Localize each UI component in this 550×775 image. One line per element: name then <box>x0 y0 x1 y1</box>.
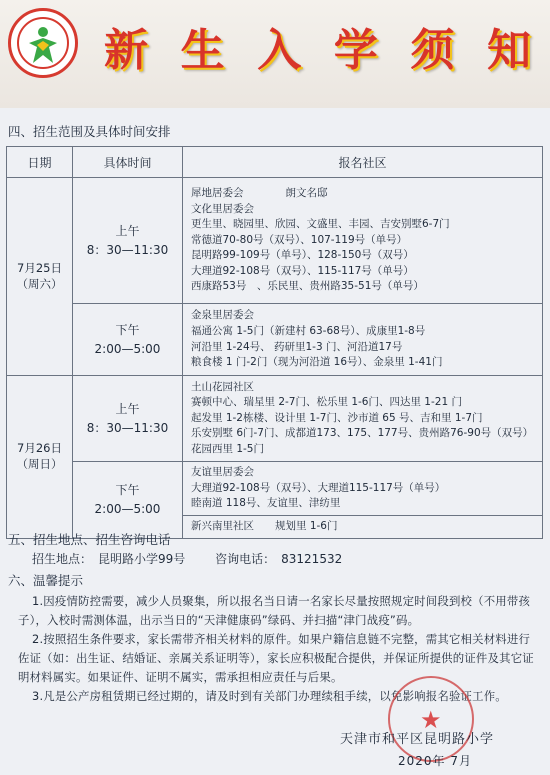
banner <box>0 0 550 108</box>
place-label: 招生地点： <box>32 552 93 566</box>
date-cell <box>7 178 73 376</box>
area-line: 常德道70-80号（双号）、107-119号（单号） <box>191 233 408 246</box>
area-line: 文化里居委会 <box>191 202 254 215</box>
area-cell <box>183 304 543 376</box>
area-line: 睦南道 118号、友谊里、津纺里 <box>191 497 341 510</box>
note-2: 2.按照招生条件要求，家长需带齐相关材料的原件。如果户籍信息链不完整，需其它相关材料进行佐证（如：出生证、结婚证、亲属关系证明等），家长应积极配合提供，并保证所提供的证件及其它证明材料属实。如果证件、证明不属实，需承担相应责任与后果。 <box>18 632 534 684</box>
title-char: 须 <box>410 25 455 76</box>
school-seal <box>388 676 474 762</box>
phone-value: 83121532 <box>281 552 343 566</box>
area-line: 起发里 1-2栋楼、设计里 1-7门、沙市道 65 号、吉和里 1-7门 <box>191 411 483 424</box>
time-label: 上午 <box>115 401 140 416</box>
title-char: 知 <box>486 25 531 76</box>
area-line: 更生里、晓园里、欣园、文盛里、丰园、吉安别墅6-7门 <box>191 218 450 231</box>
date-text: 7月26日 <box>17 441 62 456</box>
star-icon: ★ <box>420 706 442 734</box>
area-line: 大理道92-108号（双号）、115-117号（单号） <box>191 264 414 277</box>
date-text: 7月25日 <box>17 260 62 275</box>
area-cell <box>183 376 543 462</box>
header-date: 日期 <box>7 147 73 178</box>
area-line: 昆明路99-109号（单号）、128-150号（双号） <box>191 249 414 262</box>
area-line: 粮食楼 1 门-2门（现为河沿道 16号）、金泉里 1-41门 <box>191 356 443 369</box>
area-line: 新兴南里社区 规划里 1-6门 <box>191 520 338 532</box>
title-char: 学 <box>333 25 378 76</box>
area-cell <box>183 178 543 304</box>
note-1: 1.因疫情防控需要，减少人员聚集，所以报名当日请一名家长尽量按照规定时间段到校（不用带孩子），入校时需测体温，出示当日的“天津健康码”绿码、并扫描“津门战疫”码。 <box>18 594 531 627</box>
time-range: 2:00—5:00 <box>94 501 161 516</box>
section4-title: 四、招生范围及具体时间安排 <box>8 124 171 139</box>
time-cell <box>73 462 183 539</box>
area-line: 西康路53号 、乐民里、贵州路35-51号（单号） <box>191 280 424 293</box>
banner-title <box>95 10 540 82</box>
time-range: 2:00—5:00 <box>94 341 161 356</box>
area-cell <box>183 462 543 516</box>
time-cell <box>73 376 183 462</box>
header-time: 具体时间 <box>73 147 183 178</box>
area-line: 花园西里 1-5门 <box>191 442 264 455</box>
date-cell <box>7 376 73 539</box>
section5-title: 五、招生地点、招生咨询电话 <box>8 532 171 547</box>
time-label: 下午 <box>115 483 140 498</box>
area-line: 河沿里 1-24号、 药研里1-3 门、河沿道17号 <box>191 340 403 353</box>
time-label: 上午 <box>115 223 140 238</box>
schedule-table <box>6 146 543 539</box>
area-line: 大理道92-108号（双号）、大理道115-117号（单号） <box>191 481 446 494</box>
title-char: 生 <box>180 25 225 76</box>
area-line: 犀地居委会 朗文名邸 <box>191 187 328 200</box>
area-line: 赛顿中心、瑞星里 2-7门、松乐里 1-6门、四达里 1-21 门 <box>191 396 462 409</box>
school-logo <box>8 8 78 78</box>
contact-line <box>32 550 348 567</box>
area-line: 土山花园社区 <box>191 380 254 393</box>
area-line: 友谊里居委会 <box>191 466 254 479</box>
note-3: 3.凡是公产房租赁期已经过期的，请及时到有关部门办理续租手续，以免影响报名验证工作。 <box>32 689 507 703</box>
table-header-row <box>7 147 543 178</box>
table-row <box>7 462 543 516</box>
time-label: 下午 <box>115 322 140 337</box>
time-cell <box>73 178 183 304</box>
area-line: 乐安别墅 6门-7门、成都道173、175、177号、贵州路76-90号（双号） <box>191 427 534 440</box>
table-row <box>7 178 543 304</box>
table-row <box>7 304 543 376</box>
place-value: 昆明路小学99号 <box>98 552 186 566</box>
phone-label: 咨询电话： <box>215 552 276 566</box>
section6-title: 六、温馨提示 <box>8 573 84 588</box>
area-line: 金泉里居委会 <box>191 309 254 322</box>
time-range: 8：30—11:30 <box>86 242 169 257</box>
area-cell <box>183 516 543 539</box>
signature-date: 2020年 7月 <box>398 754 472 768</box>
time-cell <box>73 304 183 376</box>
title-char: 新 <box>104 25 148 76</box>
header-area: 报名社区 <box>183 147 543 178</box>
time-range: 8：30—11:30 <box>86 420 169 435</box>
area-line: 福通公寓 1-5门（新建村 63-68号）、成康里1-8号 <box>191 324 426 337</box>
weekday-text: （周六） <box>16 276 63 291</box>
weekday-text: （周日） <box>16 456 63 471</box>
title-char: 入 <box>257 25 302 76</box>
table-row <box>7 376 543 462</box>
school-signature: 天津市和平区昆明路小学 <box>340 732 495 747</box>
